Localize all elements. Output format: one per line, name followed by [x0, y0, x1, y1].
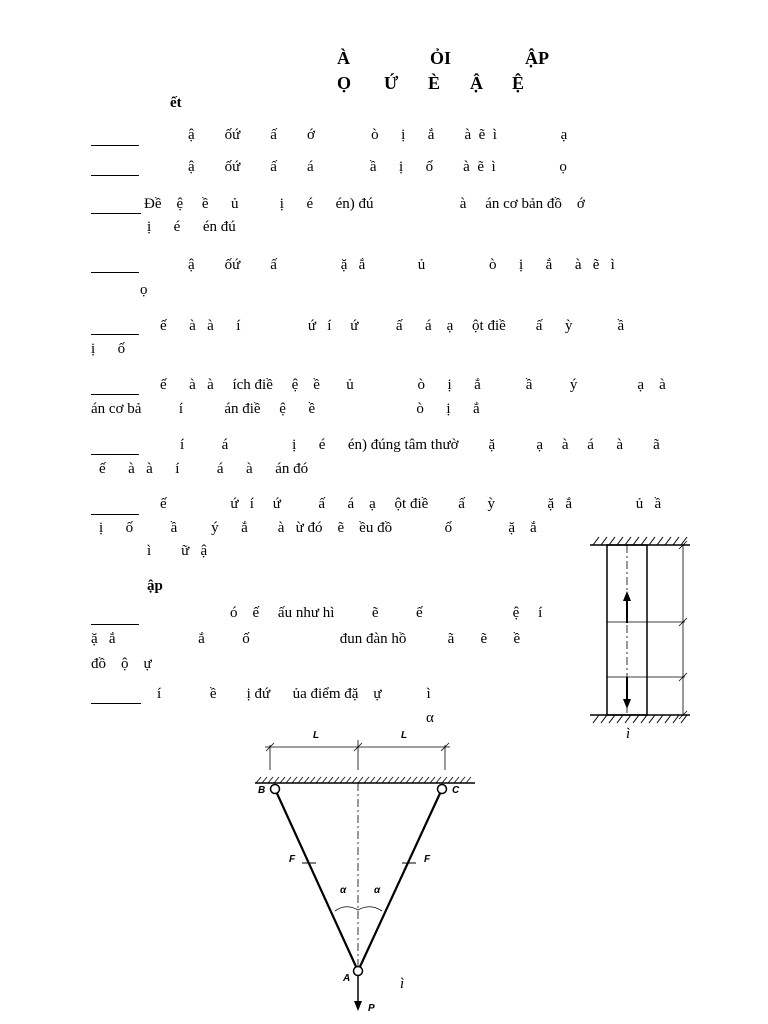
theory-item-3: Đề ệ ề ủ ị é én) đú à án cơ bản đồ ớ [144, 196, 585, 212]
label-F-right: F [424, 854, 431, 865]
right-figure-caption: ì [626, 726, 631, 742]
answer-blank[interactable] [91, 394, 139, 395]
theory-item-5-cont: ị ố [91, 341, 126, 357]
label-C: C [452, 785, 460, 796]
answer-blank[interactable] [91, 272, 139, 273]
label-P: P [368, 1003, 375, 1014]
title-line1-a: À [337, 48, 350, 68]
theory-item-5: ế à à í ứ í ứ ấ á ạ ột điề ấ ỳ ầ [160, 318, 625, 334]
title-line2-c: È [428, 73, 441, 93]
label-A: A [343, 973, 351, 984]
section-theory-heading: ết [170, 95, 182, 111]
exercise-item-1-cont: ặ ắ ắ ố đun đàn hồ ã ẽ ề [91, 631, 521, 647]
answer-blank[interactable] [91, 514, 139, 515]
bottom-figure-caption: ì [400, 976, 405, 992]
theory-item-3-cont: ị é én đú [147, 219, 236, 235]
label-B: B [258, 785, 266, 796]
title-line1-c: ẬP [525, 48, 549, 68]
answer-blank[interactable] [91, 454, 139, 455]
answer-blank[interactable] [91, 213, 141, 214]
theory-item-8: ế ứ í ứ ấ á ạ ột điề ấ ỳ ặ ắ ủ ầ [160, 496, 662, 512]
theory-item-7: í á ị é én) đúng tâm thườ ặ ạ à á à ã [180, 437, 660, 453]
title-line1-b: ỎI [430, 48, 452, 68]
section-exercise-heading: ập [147, 578, 163, 594]
label-L-right: L [401, 730, 408, 741]
theory-item-8-cont: ị ố ầ ý ắ à ừ đó ẽ ều đồ ố ặ ắ [99, 520, 537, 536]
answer-blank[interactable] [91, 624, 139, 625]
answer-blank[interactable] [91, 703, 141, 704]
theory-item-6-cont: án cơ bả í án điề ệ ề ò ị ắ [91, 401, 480, 417]
theory-item-4: ậ ốứ ấ ặ ắ ủ ò ị ắ à ẽ ì [188, 257, 615, 273]
truss-figure [250, 735, 480, 1015]
label-L-left: L [313, 730, 320, 741]
alpha-symbol: α [426, 710, 434, 726]
label-alpha-left: α [340, 885, 347, 896]
title-line2-e: Ệ [512, 73, 525, 93]
exercise-item-1: ó ế ấu như hì ẽ ế ệ í [230, 605, 543, 621]
theory-item-1: ậ ốứ ấ ớ ò ị ắ à ẽ ì ạ [188, 127, 568, 143]
theory-item-4-cont: ọ [140, 282, 148, 298]
label-F-left: F [289, 854, 296, 865]
title-line2-d: Ậ [470, 73, 483, 93]
answer-blank[interactable] [91, 175, 139, 176]
column-figure [585, 535, 705, 735]
title-line2-b: Ứ [384, 73, 399, 93]
theory-item-2: ậ ốứ ấ á ầ ị ố à ẽ ì ọ [188, 159, 567, 175]
answer-blank[interactable] [91, 145, 139, 146]
theory-item-7-cont: ế à à í á à án đó [99, 461, 309, 477]
exercise-item-2: í ề ị đứ ủa điểm đặ ự ì [157, 686, 431, 702]
answer-blank[interactable] [91, 334, 139, 335]
exercise-item-1-cont2: đồ ộ ự [91, 656, 152, 672]
theory-item-8-cont2: ì ữ ậ [147, 543, 208, 559]
label-alpha-right: α [374, 885, 381, 896]
theory-item-6: ế à à ích điề ệ ề ủ ò ị ắ ầ ý ạ à [160, 377, 666, 393]
title-line2-a: Ọ [337, 73, 352, 93]
